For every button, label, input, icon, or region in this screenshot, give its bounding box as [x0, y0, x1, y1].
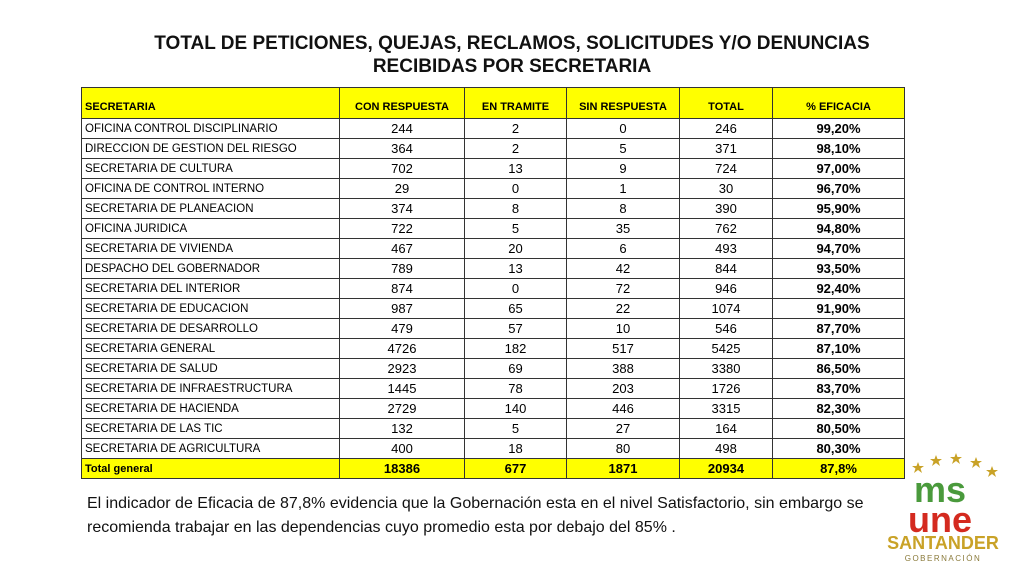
table-row	[82, 139, 905, 159]
table-header-row	[82, 88, 905, 119]
title-line-2: RECIBIDAS POR SECRETARIA	[372, 56, 652, 77]
row-label: SECRETARIA DE VIVIENDA	[82, 239, 340, 259]
cell: 246	[680, 119, 773, 139]
table-row	[82, 359, 905, 379]
cell: 72	[567, 279, 680, 299]
row-label: SECRETARIA DEL INTERIOR	[82, 279, 340, 299]
cell: 2923	[340, 359, 465, 379]
table-row	[82, 219, 905, 239]
cell: 1074	[680, 299, 773, 319]
cell: 132	[340, 419, 465, 439]
cell: 946	[680, 279, 773, 299]
row-label: DIRECCION DE GESTION DEL RIESGO	[82, 139, 340, 159]
cell: 5	[567, 139, 680, 159]
cell: 80,30%	[773, 439, 905, 459]
cell: 99,20%	[773, 119, 905, 139]
cell: 203	[567, 379, 680, 399]
cell: 80,50%	[773, 419, 905, 439]
cell: 13	[465, 259, 567, 279]
cell: 91,90%	[773, 299, 905, 319]
santander-logo	[878, 448, 1008, 573]
cell: SIN RESPUESTA	[567, 88, 680, 119]
cell: 57	[465, 319, 567, 339]
cell: 400	[340, 439, 465, 459]
cell: 98,10%	[773, 139, 905, 159]
cell: 3380	[680, 359, 773, 379]
cell: 86,50%	[773, 359, 905, 379]
cell: 722	[340, 219, 465, 239]
table-row	[82, 119, 905, 139]
table-row	[82, 319, 905, 339]
table-row	[82, 379, 905, 399]
cell: 10	[567, 319, 680, 339]
row-label: SECRETARIA	[82, 88, 340, 119]
cell: 78	[465, 379, 567, 399]
row-label: SECRETARIA DE SALUD	[82, 359, 340, 379]
cell: 244	[340, 119, 465, 139]
cell: 546	[680, 319, 773, 339]
cell: 9	[567, 159, 680, 179]
cell: 724	[680, 159, 773, 179]
cell: 93,50%	[773, 259, 905, 279]
cell: 446	[567, 399, 680, 419]
row-label: DESPACHO DEL GOBERNADOR	[82, 259, 340, 279]
cell: 96,70%	[773, 179, 905, 199]
cell: 1	[567, 179, 680, 199]
cell: 0	[567, 119, 680, 139]
row-label: SECRETARIA DE CULTURA	[82, 159, 340, 179]
cell: 364	[340, 139, 465, 159]
row-label: SECRETARIA DE AGRICULTURA	[82, 439, 340, 459]
cell: 5425	[680, 339, 773, 359]
logo-subtitle: GOBERNACIÓN	[904, 554, 982, 563]
cell: 844	[680, 259, 773, 279]
cell: 29	[340, 179, 465, 199]
cell: 164	[680, 419, 773, 439]
cell: 94,70%	[773, 239, 905, 259]
cell: 94,80%	[773, 219, 905, 239]
cell: 5	[465, 419, 567, 439]
cell: 762	[680, 219, 773, 239]
cell: 388	[567, 359, 680, 379]
table-total-row	[82, 459, 905, 479]
cell: CON RESPUESTA	[340, 88, 465, 119]
cell: 92,40%	[773, 279, 905, 299]
cell: 2	[465, 139, 567, 159]
table-row	[82, 199, 905, 219]
table-row	[82, 339, 905, 359]
table-row	[82, 439, 905, 459]
cell: 35	[567, 219, 680, 239]
efficacy-note: El indicador de Eficacia de 87,8% evidencia que la Gobernación esta en el nivel Satisfactorio, sin embargo se recomienda trabajar en las dependencias cuyo promedio esta por debajo del 85% .	[87, 495, 864, 536]
page-title	[0, 32, 1024, 78]
title-line-1: TOTAL DE PETICIONES, QUEJAS, RECLAMOS, SOLICITUDES Y/O DENUNCIAS	[154, 33, 870, 54]
logo-brand-bottom: une	[907, 499, 973, 540]
cell: 82,30%	[773, 399, 905, 419]
cell: 87,8%	[773, 459, 905, 479]
cell: 80	[567, 439, 680, 459]
table-row	[82, 259, 905, 279]
cell: 3315	[680, 399, 773, 419]
cell: EN TRAMITE	[465, 88, 567, 119]
cell: TOTAL	[680, 88, 773, 119]
cell: 1871	[567, 459, 680, 479]
row-label: OFICINA CONTROL DISCIPLINARIO	[82, 119, 340, 139]
cell: 42	[567, 259, 680, 279]
cell: 371	[680, 139, 773, 159]
cell: 390	[680, 199, 773, 219]
row-label: SECRETARIA DE INFRAESTRUCTURA	[82, 379, 340, 399]
cell: 2729	[340, 399, 465, 419]
cell: 22	[567, 299, 680, 319]
cell: 27	[567, 419, 680, 439]
cell: 0	[465, 279, 567, 299]
cell: 517	[567, 339, 680, 359]
cell: 20	[465, 239, 567, 259]
pqrs-table	[81, 87, 905, 479]
cell: 87,70%	[773, 319, 905, 339]
cell: 479	[340, 319, 465, 339]
cell: 789	[340, 259, 465, 279]
cell: 83,70%	[773, 379, 905, 399]
cell: 30	[680, 179, 773, 199]
cell: 20934	[680, 459, 773, 479]
cell: 702	[340, 159, 465, 179]
row-label: SECRETARIA GENERAL	[82, 339, 340, 359]
cell: 182	[465, 339, 567, 359]
cell: 18386	[340, 459, 465, 479]
cell: 97,00%	[773, 159, 905, 179]
cell: 65	[465, 299, 567, 319]
cell: 2	[465, 119, 567, 139]
row-label: SECRETARIA DE EDUCACION	[82, 299, 340, 319]
cell: 18	[465, 439, 567, 459]
row-label: Total general	[82, 459, 340, 479]
logo-name: SANTANDER	[887, 533, 999, 553]
table-row	[82, 159, 905, 179]
cell: 374	[340, 199, 465, 219]
row-label: SECRETARIA DE HACIENDA	[82, 399, 340, 419]
row-label: SECRETARIA DE DESARROLLO	[82, 319, 340, 339]
cell: 140	[465, 399, 567, 419]
cell: 5	[465, 219, 567, 239]
cell: 1726	[680, 379, 773, 399]
row-label: SECRETARIA DE PLANEACION	[82, 199, 340, 219]
table-row	[82, 419, 905, 439]
cell: 8	[567, 199, 680, 219]
table-row	[82, 239, 905, 259]
cell: 13	[465, 159, 567, 179]
cell: 987	[340, 299, 465, 319]
cell: 493	[680, 239, 773, 259]
cell: 467	[340, 239, 465, 259]
table-row	[82, 399, 905, 419]
cell: 1445	[340, 379, 465, 399]
cell: 498	[680, 439, 773, 459]
cell: % EFICACIA	[773, 88, 905, 119]
cell: 874	[340, 279, 465, 299]
cell: 6	[567, 239, 680, 259]
table-row	[82, 279, 905, 299]
cell: 0	[465, 179, 567, 199]
cell: 8	[465, 199, 567, 219]
cell: 4726	[340, 339, 465, 359]
cell: 87,10%	[773, 339, 905, 359]
row-label: SECRETARIA DE LAS TIC	[82, 419, 340, 439]
cell: 95,90%	[773, 199, 905, 219]
table-row	[82, 299, 905, 319]
row-label: OFICINA JURIDICA	[82, 219, 340, 239]
cell: 69	[465, 359, 567, 379]
cell: 677	[465, 459, 567, 479]
table-row	[82, 179, 905, 199]
row-label: OFICINA DE CONTROL INTERNO	[82, 179, 340, 199]
logo-brand-top: ms	[913, 469, 967, 510]
